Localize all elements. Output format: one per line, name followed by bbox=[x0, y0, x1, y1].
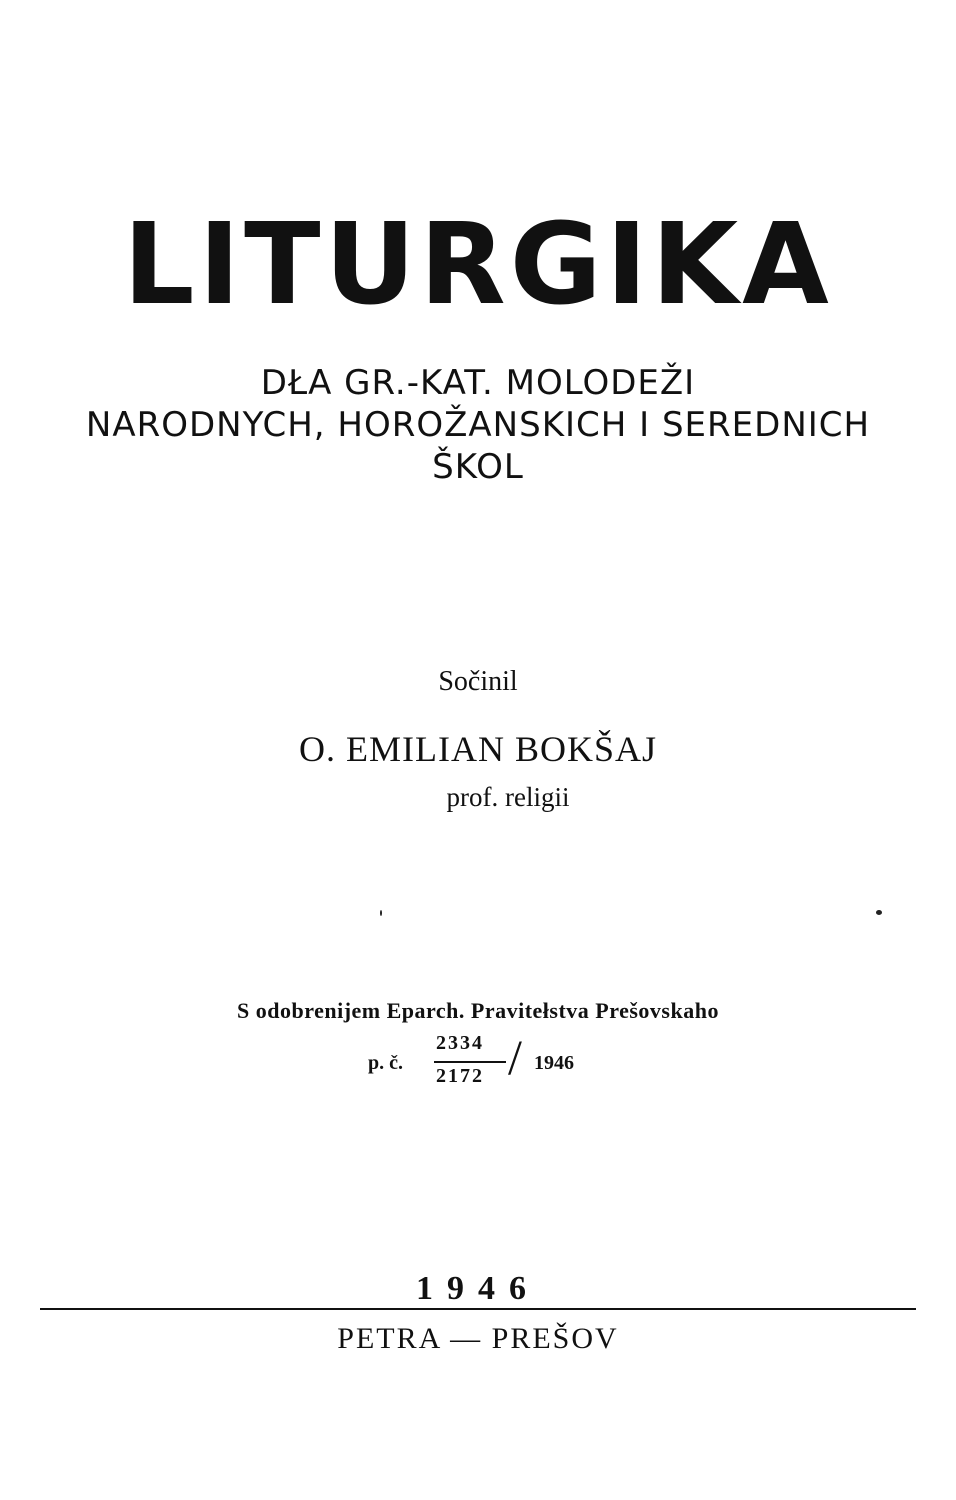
reference-denominator: 2172 bbox=[436, 1065, 484, 1087]
print-speck bbox=[876, 910, 882, 915]
author-name: O. EMILIAN BOKŠAJ bbox=[299, 729, 657, 769]
subtitle-line-1: DŁA GR.-KAT. MOLODEŽI bbox=[260, 363, 696, 403]
reference-slash: / bbox=[508, 1029, 522, 1085]
book-title: LITURGIKA bbox=[123, 200, 833, 330]
divider-rule bbox=[40, 1308, 916, 1310]
fraction-bar bbox=[434, 1061, 506, 1063]
reference-numerator: 2334 bbox=[436, 1032, 484, 1054]
publication-year: 1946 bbox=[416, 1270, 540, 1307]
print-speck bbox=[380, 910, 382, 916]
approval-reference bbox=[368, 1029, 608, 1092]
author-title: prof. religii bbox=[446, 782, 570, 812]
subtitle-line-2: NARODNYCH, HOROŽANSKICH I SEREDNICH bbox=[85, 405, 871, 445]
reference-prefix: p. č. bbox=[368, 1052, 403, 1074]
author-intro: Sočinil bbox=[438, 666, 518, 697]
reference-year: 1946 bbox=[534, 1052, 574, 1074]
subtitle-line-3: ŠKOL bbox=[432, 447, 524, 487]
publisher-line: PETRA — PREŠOV bbox=[337, 1322, 619, 1355]
approval-statement: S odobrenijem Eparch. Pravitełstva Prešovskaho bbox=[237, 998, 719, 1023]
